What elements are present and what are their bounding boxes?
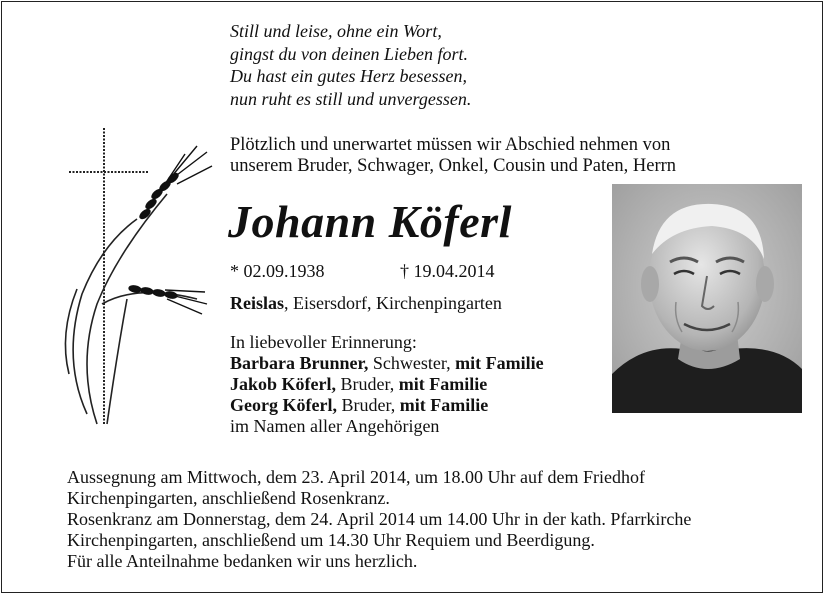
residence-village: Reislas (230, 293, 284, 313)
memory-closing: im Namen aller Angehörigen (230, 416, 440, 436)
poem-line: nun ruht es still und unvergessen. (230, 88, 472, 109)
footer-line: Rosenkranz am Donnerstag, dem 24. April 2014 um 14.00 Uhr in der kath. Pfarrkirche (67, 509, 692, 529)
mourners-block (230, 332, 544, 437)
mourner-family: mit Familie (398, 374, 488, 394)
mourner-family: mit Familie (455, 353, 544, 373)
deceased-name: Johann Köferl (228, 196, 512, 247)
obituary-card (1, 1, 823, 593)
death-date: † 19.04.2014 (400, 261, 495, 281)
footer-line: Kirchenpingarten, anschließend um 14.30 Uhr Requiem und Beerdigung. (67, 530, 595, 550)
mourner-row (230, 395, 544, 416)
poem-line: Still und leise, ohne ein Wort, (230, 21, 442, 41)
poem-line: gingst du von deinen Lieben fort. (230, 43, 468, 64)
mourner-row (230, 374, 544, 395)
mourner-name: Jakob Köferl, (230, 374, 336, 394)
footer-line: Für alle Anteilnahme bedanken wir uns herzlich. (67, 551, 418, 571)
birth-date: * 02.09.1938 (230, 261, 325, 281)
mourner-name: Georg Köferl, (230, 395, 337, 415)
life-dates (230, 260, 550, 282)
memory-heading: In liebevoller Erinnerung: (230, 332, 417, 352)
residence-rest: , Eisersdorf, Kirchenpingarten (284, 293, 502, 313)
intro-line: unserem Bruder, Schwager, Onkel, Cousin und Paten, Herrn (230, 156, 677, 176)
mourner-name: Barbara Brunner, (230, 353, 369, 373)
portrait-photo (612, 184, 802, 413)
intro-text (230, 135, 676, 177)
mourner-row (230, 353, 544, 374)
poem-line: Du hast ein gutes Herz besessen, (230, 66, 467, 86)
intro-line: Plötzlich und unerwartet müssen wir Abschied nehmen von (230, 135, 671, 155)
mourner-family: mit Familie (399, 395, 489, 415)
service-details (67, 467, 691, 572)
footer-line: Aussegnung am Mittwoch, dem 23. April 2014, um 18.00 Uhr auf dem Friedhof (67, 467, 645, 487)
mourner-relation: Bruder, (336, 374, 399, 394)
mourner-relation: Schwester, (368, 353, 456, 373)
residence (230, 292, 502, 314)
mourner-relation: Bruder, (336, 395, 400, 415)
poem (230, 20, 471, 110)
portrait-illustration (612, 184, 802, 413)
cross-and-wheat-icon (57, 124, 217, 434)
footer-line: Kirchenpingarten, anschließend Rosenkranz. (67, 488, 390, 508)
